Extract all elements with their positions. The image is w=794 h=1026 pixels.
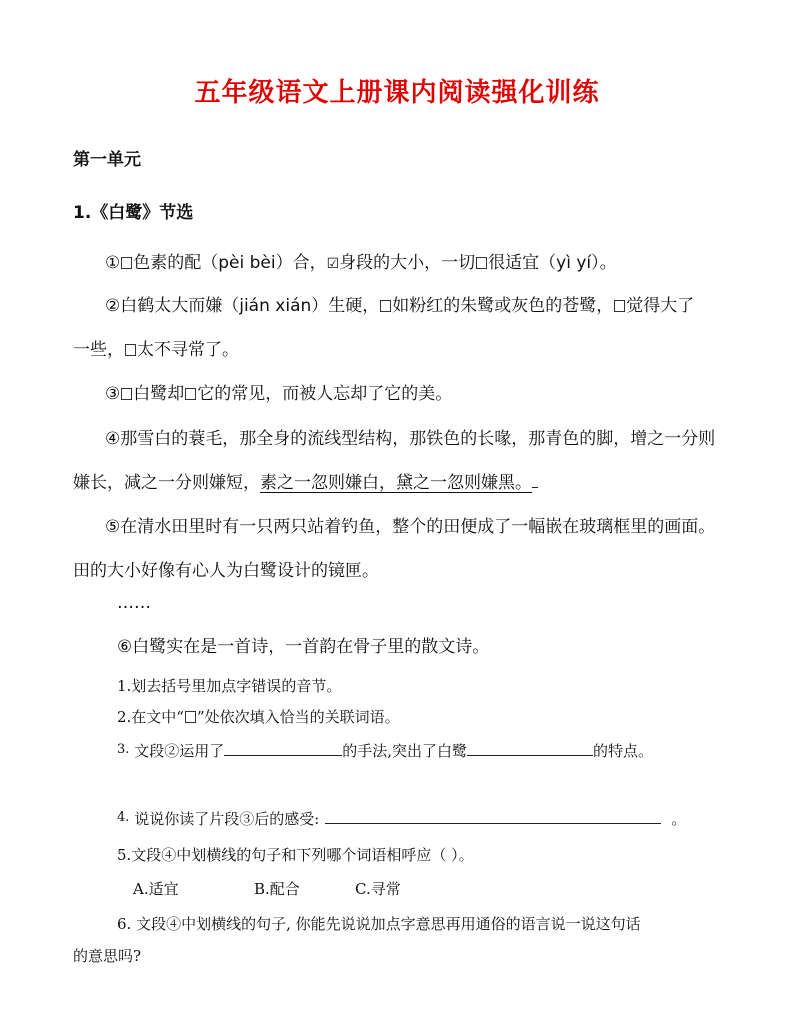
paragraph-text: 白鹭却 bbox=[133, 384, 185, 404]
blank-box-icon bbox=[476, 257, 487, 269]
paragraph-number: ① bbox=[105, 253, 121, 273]
answer-blank[interactable] bbox=[224, 754, 342, 756]
paragraph-number: ③ bbox=[105, 384, 121, 404]
passage-paragraph-4-line-2 bbox=[73, 468, 538, 493]
ellipsis: …… bbox=[117, 593, 151, 613]
question-2 bbox=[117, 706, 400, 727]
answer-blank[interactable] bbox=[467, 754, 593, 756]
question-6-line-1: 6. 文段④中划横线的句子, 你能先说说加点字意思再用通俗的语言说一说这句话 bbox=[117, 915, 641, 933]
blank-box-icon bbox=[185, 388, 196, 400]
question-5-option-b: B.配合 bbox=[254, 880, 300, 898]
blank-box-icon bbox=[380, 300, 391, 312]
question-5-option-c: C.寻常 bbox=[355, 880, 401, 898]
passage-paragraph-2-line-2 bbox=[73, 335, 239, 360]
question-number: 4. bbox=[117, 810, 130, 825]
section-heading: 1.《白鹭》节选 bbox=[73, 203, 194, 223]
passage-paragraph-5-line-2: 田的大小好像有心人为白鹭设计的镜匣。 bbox=[73, 561, 379, 581]
page-title: 五年级语文上册课内阅读强化训练 bbox=[194, 78, 600, 108]
question-4 bbox=[117, 808, 686, 829]
question-text: 的特点。 bbox=[592, 742, 653, 760]
question-text: 的手法,突出了白鹭 bbox=[342, 742, 467, 760]
passage-paragraph-2-line-1 bbox=[105, 291, 694, 316]
paragraph-text: 色素的配（pèi bèi）合， bbox=[133, 253, 327, 273]
blank-box-icon bbox=[614, 300, 625, 312]
blank-box-icon bbox=[121, 257, 132, 269]
blank-box-icon bbox=[185, 711, 196, 723]
question-text: 。 bbox=[671, 810, 687, 828]
question-text: 说说你读了片段③后的感受: bbox=[134, 810, 320, 828]
passage-paragraph-3 bbox=[105, 379, 452, 404]
paragraph-text: 它的常见，而被人忘却了它的美。 bbox=[197, 384, 453, 404]
underline-tail bbox=[532, 486, 538, 488]
unit-heading: 第一单元 bbox=[73, 150, 141, 170]
question-number: 3. bbox=[117, 742, 130, 757]
passage-paragraph-4-line-1: ④那雪白的蓑毛，那全身的流线型结构，那铁色的长喙，那青色的脚，增之一分则 bbox=[105, 429, 716, 449]
paragraph-text: ②白鹤太大而嫌（jián xián）生硬， bbox=[105, 296, 380, 316]
checked-box-icon: ☑ bbox=[326, 256, 340, 272]
paragraph-text: 太不寻常了。 bbox=[137, 340, 239, 360]
question-5-option-a: A.适宜 bbox=[133, 880, 179, 898]
passage-paragraph-1 bbox=[105, 248, 617, 273]
underlined-sentence: 素之一忽则嫌白，黛之一忽则嫌黑。 bbox=[260, 473, 532, 493]
paragraph-text: 嫌长，减之一分则嫌短， bbox=[73, 473, 260, 493]
answer-blank[interactable] bbox=[325, 822, 661, 824]
paragraph-text: 觉得大了 bbox=[626, 296, 695, 316]
blank-box-icon bbox=[125, 344, 136, 356]
paragraph-text: 很适宜（yì yí）。 bbox=[488, 253, 617, 273]
blank-box-icon bbox=[121, 388, 132, 400]
question-3 bbox=[117, 740, 653, 761]
question-text: ”处依次填入恰当的关联词语。 bbox=[196, 708, 400, 726]
question-6-line-2: 的意思吗? bbox=[73, 947, 142, 965]
paragraph-text: 一些， bbox=[73, 340, 124, 360]
question-5: 5.文段④中划横线的句子和下列哪个词语相呼应（ ）。 bbox=[117, 846, 474, 864]
paragraph-text: 如粉红的朱鹭或灰色的苍鹭， bbox=[392, 296, 614, 316]
question-text: 文段②运用了 bbox=[134, 742, 225, 760]
passage-paragraph-6: ⑥白鹭实在是一首诗，一首韵在骨子里的散文诗。 bbox=[117, 637, 490, 657]
passage-paragraph-5-line-1: ⑤在清水田里时有一只两只站着钓鱼，整个的田便成了一幅嵌在玻璃框里的画面。 bbox=[105, 517, 716, 537]
paragraph-text: 身段的大小，一切 bbox=[339, 253, 476, 273]
question-text: 2.在文中“ bbox=[117, 708, 184, 726]
question-1: 1.划去括号里加点字错误的音节。 bbox=[117, 677, 342, 695]
